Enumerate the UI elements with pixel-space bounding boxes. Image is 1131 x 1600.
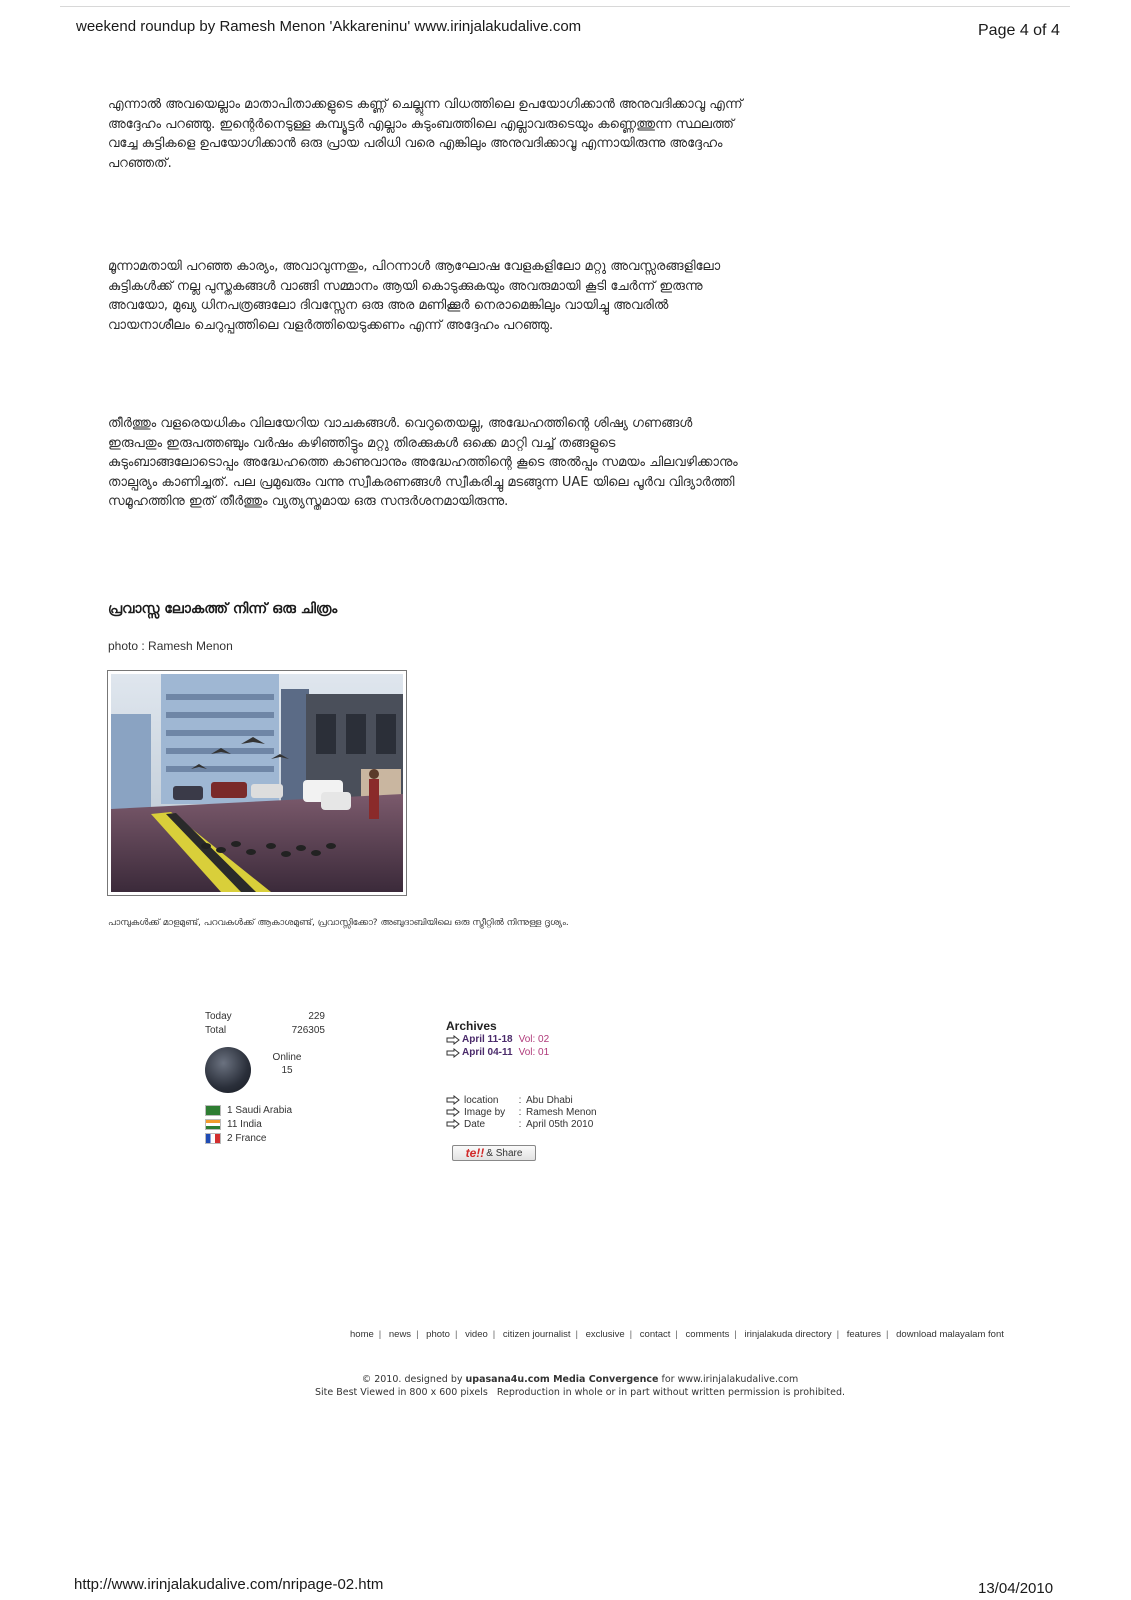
nav-exclusive[interactable]: exclusive: [585, 1329, 625, 1340]
share-label: & Share: [486, 1147, 523, 1159]
nav-news[interactable]: news: [388, 1329, 412, 1340]
nav-download-font[interactable]: download malayalam font: [896, 1329, 1004, 1340]
copyright-line: [280, 1373, 880, 1386]
country-list: [205, 1103, 292, 1145]
section-heading: പ്രവാസ്സ ലോകത്ത് നിന്ന് ഒരു ചിത്രം: [108, 601, 338, 617]
archives-title: Archives: [446, 1019, 497, 1033]
share-brand: te!!: [465, 1146, 485, 1160]
info-key: location: [464, 1094, 499, 1106]
online-label: Online: [272, 1052, 302, 1063]
info-row: [446, 1118, 597, 1130]
best-viewed: Site Best Viewed in 800 x 600 pixels: [314, 1387, 488, 1398]
image-info: [446, 1094, 597, 1130]
country-label: 11 India: [227, 1118, 262, 1130]
counter-total-value: 726305: [291, 1025, 325, 1036]
info-row: [446, 1094, 597, 1106]
country-row: [205, 1117, 292, 1131]
archive-link[interactable]: [446, 1033, 549, 1046]
page-number: Page 4 of 4: [978, 22, 1060, 39]
info-key: Image by: [464, 1106, 506, 1118]
country-row: [205, 1131, 292, 1145]
street-photo: [107, 670, 407, 896]
nav-features[interactable]: features: [846, 1329, 882, 1340]
archives-panel: [446, 1019, 549, 1059]
info-value: April 05th 2010: [526, 1118, 594, 1130]
photo-credit: photo : Ramesh Menon: [108, 639, 233, 653]
info-row: [446, 1106, 597, 1118]
country-label: 1 Saudi Arabia: [227, 1104, 293, 1116]
nav-citizen-journalist[interactable]: citizen journalist: [502, 1329, 571, 1340]
print-footer-date: 13/04/2010: [978, 1580, 1054, 1597]
footer-nav: home | news | photo | video | citizen journalist | exclusive | contact | comments | irinjalakuda directory | features | download malayalam font: [350, 1329, 1004, 1340]
nav-contact[interactable]: contact: [639, 1329, 671, 1340]
copyright-suffix: for www.irinjalakudalive.com: [661, 1374, 799, 1385]
arrow-right-icon: [446, 1035, 460, 1045]
india-flag-icon: [205, 1119, 221, 1130]
copyright-prefix: © 2010. designed by: [361, 1374, 463, 1385]
country-label: 2 France: [227, 1132, 267, 1144]
nav-photo[interactable]: photo: [426, 1329, 450, 1340]
arrow-right-icon: [446, 1095, 460, 1105]
arrow-right-icon: [446, 1107, 460, 1117]
counter-today-value: 229: [308, 1011, 325, 1022]
country-row: [205, 1103, 292, 1117]
online-count: [267, 1051, 307, 1077]
print-footer-url: http://www.irinjalakudalive.com/nripage-02.htm: [74, 1576, 384, 1593]
article-paragraph: എന്നാൽ അവയെല്ലാം മാതാപിതാക്കളുടെ കണ്ണ് ചെല്ലുന്ന വിധത്തിലെ ഉപയോഗിക്കാൻ അനുവദിക്കാവൂ എന്ന് അദ്ദേഹം പറഞ്ഞു. ഇന്റെർനെടുള്ള കമ്പ്യൂട്ടർ എല്ലാം കുടുംബത്തിലെ എല്ലാവരുടെയും കണ്ണെത്തുന്ന സ്ഥലത്ത് വച്ചേ കുട്ടികളെ ഉപയോഗിക്കാൻ ഒരു പ്രായ പരിധി വരെ എങ്കിലും അനുവദിക്കാവൂ എന്നായിരുന്നു അദ്ദേഹം പറഞ്ഞത്.: [108, 97, 743, 171]
street-photo-image: [111, 674, 403, 892]
article-paragraph: മൂന്നാമതായി പറഞ്ഞ കാര്യം, അവാവുന്നതും, പിറന്നാൾ ആഘോഷ വേളകളിലോ മറ്റു അവസ്സരങ്ങളിലോ കുട്ടികൾക്ക് നല്ല പുസ്തകങ്ങൾ വാങ്ങി സമ്മാനം ആയി കൊടുക്കുകയും അവരുമായി കൂടി ചേർന്ന് ഇരുന്നു അവയോ, മുഖ്യ ധിനപത്രങ്ങലോ ദിവസ്സേന ഒരു അര മണിക്കൂർ നെരാമെങ്കിലും വായിച്ചു അവരിൽ വായനാശീലം ചെറുപ്പത്തിലെ വളർത്തിയെടുക്കണം എന്ന് അദ്ദേഹം പറഞ്ഞു.: [108, 259, 721, 333]
info-separator: :: [518, 1094, 522, 1106]
copyright-block: [280, 1373, 880, 1399]
counter-total-row: [205, 1025, 355, 1039]
rights-line: [280, 1386, 880, 1399]
counter-today-row: [205, 1011, 355, 1025]
arrow-right-icon: [446, 1048, 460, 1058]
archive-vol[interactable]: Vol: 01: [518, 1047, 550, 1058]
nav-directory[interactable]: irinjalakuda directory: [744, 1329, 832, 1340]
archive-link[interactable]: [446, 1046, 549, 1059]
info-separator: :: [518, 1118, 522, 1130]
online-value: 15: [281, 1065, 293, 1076]
designer-link[interactable]: upasana4u.com Media Convergence: [465, 1374, 659, 1385]
archive-date[interactable]: April 11-18: [462, 1034, 513, 1045]
info-value: Ramesh Menon: [526, 1106, 597, 1118]
print-header-title: weekend roundup by Ramesh Menon 'Akkareninu' www.irinjalakudalive.com: [76, 18, 582, 35]
info-key: Date: [464, 1118, 486, 1130]
nav-comments[interactable]: comments: [685, 1329, 730, 1340]
nav-home[interactable]: home: [350, 1329, 374, 1340]
visitor-counter: [205, 1011, 355, 1144]
archive-date[interactable]: April 04-11: [462, 1047, 513, 1058]
saudi-arabia-flag-icon: [205, 1105, 221, 1116]
rights-notice: Reproduction in whole or in part without written permission is prohibited.: [496, 1387, 846, 1398]
france-flag-icon: [205, 1133, 221, 1144]
info-value: Abu Dhabi: [526, 1094, 573, 1106]
tell-and-share-button[interactable]: [452, 1145, 536, 1161]
top-rule: [60, 6, 1070, 7]
info-separator: :: [518, 1106, 522, 1118]
article-paragraph: തീർത്തും വളരെയധികം വിലയേറിയ വാചകങ്ങൾ. വെറുതെയല്ല, അദ്ധേഹത്തിന്റെ ശിഷ്യ ഗണങ്ങൾ ഇരുപതും ഇരുപത്തഞ്ചും വർഷം കഴിഞ്ഞിട്ടും മറ്റു തിരക്കുകൾ ഒക്കെ മാറ്റി വച്ച് തങ്ങളുടെ കുടുംബാങ്ങലോടൊപ്പം അദ്ധേഹത്തെ കാണുവാനും അദ്ധേഹത്തിന്റെ കൂടെ അൽപ്പം സമയം ചിലവഴിക്കാനും താല്പര്യം കാണിച്ചത്. പല പ്രമുഖരും വന്നു സ്വീകരണങ്ങൾ സ്വീകരിച്ചു മടങ്ങുന്ന UAE യിലെ പൂർവ വിദ്യാർത്തി സമൂഹത്തിനു ഇത് തീർത്തും വ്യത്യസ്തമായ ഒരു സന്ദർശനമായിരുന്നു.: [108, 416, 738, 509]
counter-total-label: Total: [205, 1025, 227, 1036]
nav-video[interactable]: video: [465, 1329, 488, 1340]
photo-caption: പാമ്പുകൾക്ക് മാളമുണ്ട്, പറവകൾക്ക് ആകാശമുണ്ട്, പ്രവാസ്സിക്കോ? അബുദാബിയിലെ ഒരു സ്ട്രീറ്റിൽ നിന്നുള്ള ദൃശ്യം.: [108, 918, 569, 928]
counter-today-label: Today: [205, 1011, 232, 1022]
globe-icon[interactable]: [205, 1047, 251, 1093]
archive-vol[interactable]: Vol: 02: [518, 1034, 550, 1045]
arrow-right-icon: [446, 1119, 460, 1129]
